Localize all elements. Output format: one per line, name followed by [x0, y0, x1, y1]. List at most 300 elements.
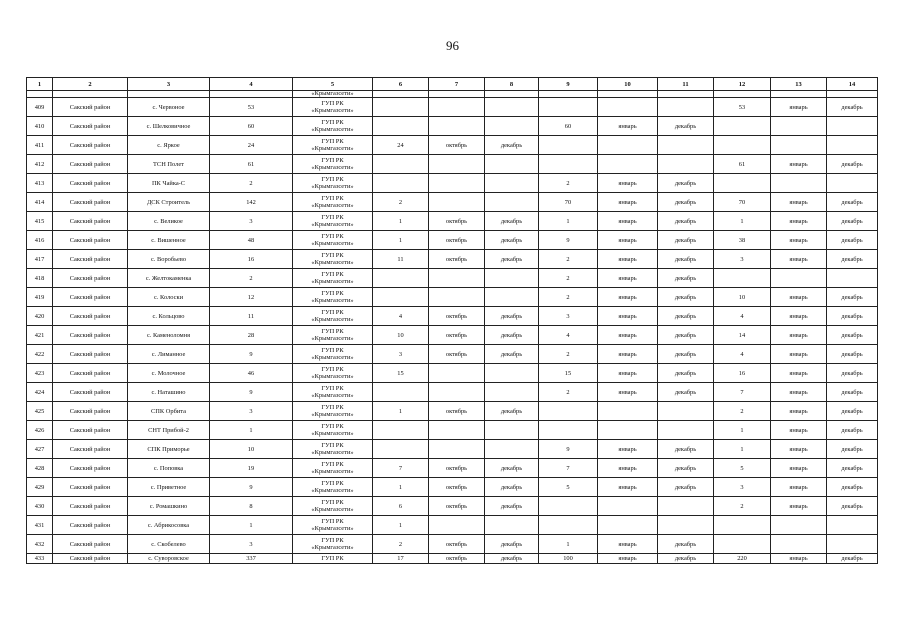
- stage2-end: декабрь: [658, 307, 714, 326]
- table-row: [27, 402, 878, 421]
- organization: [293, 478, 373, 497]
- stage1-count: 11: [373, 250, 429, 269]
- stage2-end: [658, 402, 714, 421]
- table-row: [27, 326, 878, 345]
- stage1-start: [429, 174, 485, 193]
- stage3-start: январь: [771, 231, 827, 250]
- org-line-2: «Крымгазсети»: [311, 430, 354, 437]
- stage1-start: октябрь: [429, 478, 485, 497]
- stage2-start: январь: [598, 364, 658, 383]
- row-number: 409: [27, 98, 53, 117]
- stage2-end: декабрь: [658, 326, 714, 345]
- total-count: 142: [210, 193, 293, 212]
- stage1-end: [485, 288, 539, 307]
- stage3-end: декабрь: [827, 383, 878, 402]
- row-number: 417: [27, 250, 53, 269]
- stage3-start: [771, 117, 827, 136]
- org-line-2: «Крымгазсети»: [311, 544, 354, 551]
- total-count: 9: [210, 478, 293, 497]
- total-count: 337: [210, 554, 293, 564]
- total-count: 12: [210, 288, 293, 307]
- org-line-2: «Крымгазсети»: [311, 506, 354, 513]
- settlement: с. Желтокаменка: [128, 269, 210, 288]
- stage1-count: [373, 421, 429, 440]
- table-row: [27, 421, 878, 440]
- settlement: с. Колоски: [128, 288, 210, 307]
- stage3-end: декабрь: [827, 307, 878, 326]
- district: Сакский район: [53, 554, 128, 564]
- stage2-count: 2: [539, 174, 598, 193]
- stage2-start: январь: [598, 345, 658, 364]
- total-count: 61: [210, 155, 293, 174]
- stage3-count: 38: [714, 231, 771, 250]
- stage2-end: [658, 516, 714, 535]
- stage3-end: [827, 174, 878, 193]
- stage2-count: 7: [539, 459, 598, 478]
- continuation-cell: [373, 91, 429, 98]
- stage3-end: [827, 269, 878, 288]
- district: Сакский район: [53, 364, 128, 383]
- organization: [293, 421, 373, 440]
- district: Сакский район: [53, 136, 128, 155]
- row-number: 412: [27, 155, 53, 174]
- stage3-start: [771, 535, 827, 554]
- table-row: [27, 174, 878, 193]
- stage1-end: [485, 269, 539, 288]
- stage2-count: 9: [539, 231, 598, 250]
- row-number: 428: [27, 459, 53, 478]
- stage3-start: январь: [771, 554, 827, 564]
- stage3-count: [714, 269, 771, 288]
- settlement: с. Кольцово: [128, 307, 210, 326]
- stage2-start: [598, 421, 658, 440]
- stage1-start: [429, 421, 485, 440]
- continuation-cell: [658, 91, 714, 98]
- row-number: 431: [27, 516, 53, 535]
- total-count: 10: [210, 440, 293, 459]
- stage1-end: декабрь: [485, 554, 539, 564]
- stage3-start: январь: [771, 212, 827, 231]
- org-line-2: «Крымгазсети»: [311, 335, 354, 342]
- table-row: [27, 383, 878, 402]
- stage1-start: [429, 155, 485, 174]
- organization: [293, 364, 373, 383]
- stage2-count: 100: [539, 554, 598, 564]
- stage1-start: октябрь: [429, 402, 485, 421]
- org-line-1: ГУП РК: [321, 480, 344, 487]
- stage2-end: декабрь: [658, 383, 714, 402]
- stage3-count: [714, 516, 771, 535]
- column-number: 14: [827, 78, 878, 91]
- stage3-count: 70: [714, 193, 771, 212]
- stage1-end: декабрь: [485, 250, 539, 269]
- stage1-end: декабрь: [485, 212, 539, 231]
- stage2-start: [598, 98, 658, 117]
- org-line-1: ГУП РК: [321, 404, 344, 411]
- organization: [293, 516, 373, 535]
- row-number: 420: [27, 307, 53, 326]
- stage2-count: [539, 402, 598, 421]
- stage1-end: декабрь: [485, 535, 539, 554]
- stage1-count: [373, 98, 429, 117]
- stage3-start: январь: [771, 250, 827, 269]
- column-number: 5: [293, 78, 373, 91]
- org-line-1: ГУП РК: [321, 347, 344, 354]
- stage3-count: 1: [714, 212, 771, 231]
- stage3-end: декабрь: [827, 497, 878, 516]
- continuation-cell: [714, 91, 771, 98]
- settlement: с. Каменоломня: [128, 326, 210, 345]
- org-line-1: ГУП РК: [321, 157, 344, 164]
- stage3-count: [714, 535, 771, 554]
- row-number: 429: [27, 478, 53, 497]
- stage3-end: декабрь: [827, 345, 878, 364]
- stage3-count: 2: [714, 402, 771, 421]
- org-line-2: «Крымгазсети»: [311, 259, 354, 266]
- org-line-2: «Крымгазсети»: [311, 221, 354, 228]
- total-count: 9: [210, 383, 293, 402]
- stage2-start: январь: [598, 478, 658, 497]
- stage3-count: 10: [714, 288, 771, 307]
- table-row: [27, 269, 878, 288]
- stage1-end: декабрь: [485, 231, 539, 250]
- stage1-count: 10: [373, 326, 429, 345]
- stage1-start: октябрь: [429, 250, 485, 269]
- district: Сакский район: [53, 345, 128, 364]
- stage2-count: 9: [539, 440, 598, 459]
- org-line-1: ГУП РК: [321, 461, 344, 468]
- stage1-count: [373, 288, 429, 307]
- stage2-end: декабрь: [658, 535, 714, 554]
- stage2-count: 5: [539, 478, 598, 497]
- stage1-end: [485, 117, 539, 136]
- settlement: СПК Приморье: [128, 440, 210, 459]
- organization: [293, 155, 373, 174]
- stage1-start: [429, 440, 485, 459]
- stage3-end: декабрь: [827, 440, 878, 459]
- total-count: 3: [210, 402, 293, 421]
- table-row: [27, 345, 878, 364]
- org-line-1: ГУП РК: [321, 423, 344, 430]
- stage1-count: 1: [373, 516, 429, 535]
- district: Сакский район: [53, 307, 128, 326]
- stage2-start: [598, 402, 658, 421]
- stage2-end: декабрь: [658, 193, 714, 212]
- stage3-end: декабрь: [827, 193, 878, 212]
- stage2-start: январь: [598, 231, 658, 250]
- stage3-start: январь: [771, 383, 827, 402]
- settlement: с. Великое: [128, 212, 210, 231]
- stage3-start: [771, 516, 827, 535]
- total-count: 1: [210, 421, 293, 440]
- stage1-start: [429, 364, 485, 383]
- row-number: 425: [27, 402, 53, 421]
- row-number: 415: [27, 212, 53, 231]
- stage2-count: [539, 98, 598, 117]
- stage2-count: 2: [539, 288, 598, 307]
- stage1-count: [373, 269, 429, 288]
- stage2-end: декабрь: [658, 554, 714, 564]
- org-line-2: «Крымгазсети»: [311, 449, 354, 456]
- organization: [293, 459, 373, 478]
- stage3-end: декабрь: [827, 421, 878, 440]
- stage3-end: декабрь: [827, 402, 878, 421]
- stage2-start: январь: [598, 174, 658, 193]
- column-number: 7: [429, 78, 485, 91]
- stage1-count: [373, 155, 429, 174]
- table-row: [27, 516, 878, 535]
- org-line-1: ГУП РК: [321, 119, 344, 126]
- total-count: 2: [210, 269, 293, 288]
- organization: [293, 326, 373, 345]
- stage1-end: [485, 440, 539, 459]
- stage1-end: [485, 193, 539, 212]
- table-row: [27, 98, 878, 117]
- stage2-start: январь: [598, 535, 658, 554]
- column-number: 1: [27, 78, 53, 91]
- org-line-1: ГУП РК: [321, 290, 344, 297]
- org-line-1: ГУП РК: [321, 214, 344, 221]
- stage3-end: декабрь: [827, 288, 878, 307]
- district: Сакский район: [53, 269, 128, 288]
- stage1-count: 17: [373, 554, 429, 564]
- stage1-start: октябрь: [429, 326, 485, 345]
- stage2-end: декабрь: [658, 231, 714, 250]
- org-line-1: ГУП РК: [321, 271, 344, 278]
- stage1-count: [373, 440, 429, 459]
- district: Сакский район: [53, 535, 128, 554]
- org-line-2: «Крымгазсети»: [311, 126, 354, 133]
- org-line-1: ГУП РК: [321, 176, 344, 183]
- total-count: 60: [210, 117, 293, 136]
- stage3-start: январь: [771, 345, 827, 364]
- stage2-start: январь: [598, 250, 658, 269]
- stage2-count: 60: [539, 117, 598, 136]
- continuation-cell: [53, 91, 128, 98]
- column-number: 13: [771, 78, 827, 91]
- stage2-start: январь: [598, 117, 658, 136]
- org-line-1: ГУП РК: [321, 385, 344, 392]
- table-row: [27, 136, 878, 155]
- org-line-2: «Крымгазсети»: [311, 145, 354, 152]
- stage2-end: декабрь: [658, 288, 714, 307]
- stage2-end: [658, 136, 714, 155]
- organization: [293, 136, 373, 155]
- stage1-start: [429, 117, 485, 136]
- stage1-end: декабрь: [485, 136, 539, 155]
- stage3-count: 3: [714, 250, 771, 269]
- stage2-start: [598, 516, 658, 535]
- stage3-start: [771, 174, 827, 193]
- org-line-1: ГУП РК: [321, 328, 344, 335]
- stage3-count: 5: [714, 459, 771, 478]
- stage1-count: [373, 383, 429, 402]
- table-row: [27, 231, 878, 250]
- settlement: ТСН Полет: [128, 155, 210, 174]
- district: Сакский район: [53, 212, 128, 231]
- total-count: 46: [210, 364, 293, 383]
- continuation-cell: [598, 91, 658, 98]
- stage2-end: декабрь: [658, 478, 714, 497]
- stage1-end: декабрь: [485, 307, 539, 326]
- stage2-count: [539, 516, 598, 535]
- stage3-start: январь: [771, 307, 827, 326]
- table-row: [27, 288, 878, 307]
- stage3-end: [827, 516, 878, 535]
- org-line-1: ГУП РК: [321, 252, 344, 259]
- row-number: 427: [27, 440, 53, 459]
- stage3-start: январь: [771, 193, 827, 212]
- stage3-start: [771, 269, 827, 288]
- org-line-2: «Крымгазсети»: [311, 107, 354, 114]
- stage3-start: январь: [771, 402, 827, 421]
- settlement: с. Наташино: [128, 383, 210, 402]
- org-line-1: ГУП РК: [321, 442, 344, 449]
- total-count: 11: [210, 307, 293, 326]
- organization: [293, 212, 373, 231]
- stage1-count: [373, 117, 429, 136]
- settlement: с. Молочное: [128, 364, 210, 383]
- stage2-count: [539, 136, 598, 155]
- stage3-end: декабрь: [827, 326, 878, 345]
- stage2-count: [539, 155, 598, 174]
- stage3-count: 16: [714, 364, 771, 383]
- district: Сакский район: [53, 421, 128, 440]
- row-number: 419: [27, 288, 53, 307]
- stage2-count: 70: [539, 193, 598, 212]
- stage1-end: [485, 516, 539, 535]
- stage1-start: октябрь: [429, 535, 485, 554]
- continuation-cell: «Крымгазсети»: [293, 91, 373, 98]
- stage1-count: 7: [373, 459, 429, 478]
- stage2-end: декабрь: [658, 364, 714, 383]
- row-number: 414: [27, 193, 53, 212]
- organization: [293, 250, 373, 269]
- row-number: 418: [27, 269, 53, 288]
- total-count: 3: [210, 535, 293, 554]
- stage3-start: январь: [771, 440, 827, 459]
- org-line-2: «Крымгазсети»: [311, 411, 354, 418]
- organization: [293, 288, 373, 307]
- stage2-count: 15: [539, 364, 598, 383]
- schedule-table: [26, 77, 878, 564]
- stage2-count: 2: [539, 269, 598, 288]
- stage2-count: 2: [539, 383, 598, 402]
- org-line-2: «Крымгазсети»: [311, 183, 354, 190]
- stage2-count: 1: [539, 535, 598, 554]
- org-line-2: «Крымгазсети»: [311, 354, 354, 361]
- table-row: [27, 155, 878, 174]
- stage1-end: [485, 155, 539, 174]
- stage2-count: 2: [539, 345, 598, 364]
- org-line-1: ГУП РК: [321, 309, 344, 316]
- settlement: с. Суворовское: [128, 554, 210, 564]
- row-number: 424: [27, 383, 53, 402]
- stage2-end: [658, 497, 714, 516]
- total-count: 8: [210, 497, 293, 516]
- district: Сакский район: [53, 155, 128, 174]
- table-row: [27, 212, 878, 231]
- stage1-end: [485, 98, 539, 117]
- stage3-count: 4: [714, 307, 771, 326]
- stage2-count: [539, 421, 598, 440]
- row-number: 430: [27, 497, 53, 516]
- org-line-1: ГУП РК: [321, 518, 344, 525]
- stage3-start: январь: [771, 155, 827, 174]
- continuation-cell: [827, 91, 878, 98]
- org-line-2: «Крымгазсети»: [311, 202, 354, 209]
- stage1-count: [373, 174, 429, 193]
- district: Сакский район: [53, 288, 128, 307]
- stage1-count: 15: [373, 364, 429, 383]
- stage1-end: декабрь: [485, 345, 539, 364]
- stage2-start: [598, 497, 658, 516]
- total-count: 1: [210, 516, 293, 535]
- stage3-count: 61: [714, 155, 771, 174]
- stage2-end: декабрь: [658, 440, 714, 459]
- stage1-end: декабрь: [485, 326, 539, 345]
- column-number: 10: [598, 78, 658, 91]
- organization: [293, 402, 373, 421]
- stage2-end: декабрь: [658, 459, 714, 478]
- stage1-start: октябрь: [429, 136, 485, 155]
- stage1-end: декабрь: [485, 478, 539, 497]
- table-row: [27, 497, 878, 516]
- page-number: 96: [446, 38, 459, 53]
- stage2-count: [539, 497, 598, 516]
- settlement: с. Яркое: [128, 136, 210, 155]
- district: Сакский район: [53, 383, 128, 402]
- district: Сакский район: [53, 193, 128, 212]
- continuation-row: [27, 91, 878, 98]
- settlement: с. Лиманное: [128, 345, 210, 364]
- organization: [293, 440, 373, 459]
- stage3-start: январь: [771, 326, 827, 345]
- org-line-1: ГУП РК: [321, 499, 344, 506]
- stage3-count: [714, 174, 771, 193]
- column-number-row: [27, 78, 878, 91]
- stage3-start: январь: [771, 459, 827, 478]
- column-number: 11: [658, 78, 714, 91]
- org-line-2: «Крымгазсети»: [311, 525, 354, 532]
- stage3-count: 2: [714, 497, 771, 516]
- org-line-2: «Крымгазсети»: [311, 164, 354, 171]
- settlement: с. Червоное: [128, 98, 210, 117]
- stage3-start: январь: [771, 98, 827, 117]
- row-number: 421: [27, 326, 53, 345]
- stage2-end: декабрь: [658, 250, 714, 269]
- continuation-cell: [210, 91, 293, 98]
- row-number: 432: [27, 535, 53, 554]
- stage1-start: [429, 383, 485, 402]
- stage2-start: январь: [598, 326, 658, 345]
- continuation-cell: [429, 91, 485, 98]
- stage1-start: [429, 288, 485, 307]
- settlement: с. Поповка: [128, 459, 210, 478]
- org-line-2: «Крымгазсети»: [311, 392, 354, 399]
- table-row: [27, 554, 878, 564]
- org-line-2: «Крымгазсети»: [311, 373, 354, 380]
- stage1-end: декабрь: [485, 497, 539, 516]
- column-number: 6: [373, 78, 429, 91]
- stage1-start: [429, 98, 485, 117]
- row-number: 410: [27, 117, 53, 136]
- stage2-start: январь: [598, 440, 658, 459]
- stage3-count: 1: [714, 440, 771, 459]
- column-number: 8: [485, 78, 539, 91]
- table-row: [27, 440, 878, 459]
- settlement: ПК Чайка-С: [128, 174, 210, 193]
